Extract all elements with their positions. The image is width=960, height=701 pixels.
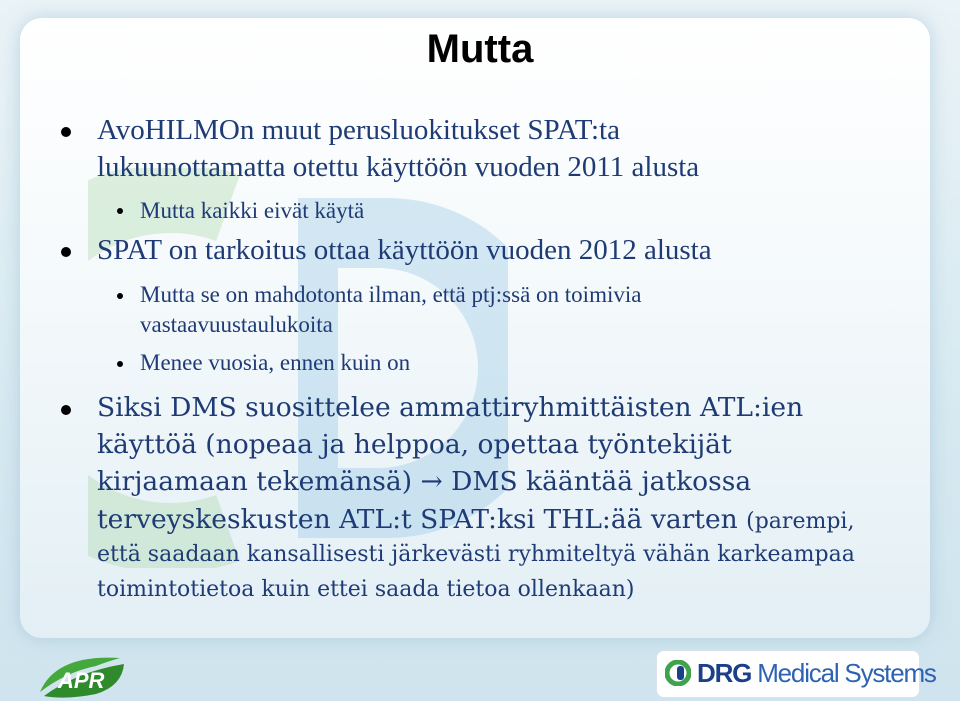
bullet-1-line-2: lukuunottamatta otettu käyttöön vuoden 2011 alusta <box>97 151 700 183</box>
bullet-3-line-4 <box>97 501 854 541</box>
bullet-dot <box>61 247 71 257</box>
apr-logo <box>36 652 126 698</box>
bullet-dot <box>61 405 71 415</box>
drg-logo-rest: Medical Systems <box>751 658 936 688</box>
drg-mark-icon <box>665 660 691 686</box>
slide-title: Mutta <box>426 27 534 71</box>
bullet-2-sub-1-line-1: Mutta se on mahdotonta ilman, että ptj:ssä on toimivia <box>140 282 642 307</box>
bullet-3-line-1: Siksi DMS suosittelee ammattiryhmittäisten ATL:ien <box>97 392 804 423</box>
bullet-3-line-4-text: terveyskeskusten ATL:t SPAT:ksi THL:ää varten <box>97 504 738 535</box>
bullet-2-line-1: SPAT on tarkoitus ottaa käyttöön vuoden 2012 alusta <box>97 234 712 266</box>
sub-bullet-dot <box>117 361 123 367</box>
bullet-3-line-6: toimintotietoa kuin ettei saada tietoa ollenkaan) <box>97 577 635 602</box>
bullet-1-sub-1: Mutta kaikki eivät käytä <box>140 198 365 223</box>
drg-logo-bold: DRG <box>697 658 752 688</box>
sub-bullet-dot <box>117 208 123 214</box>
bullet-1-line-1: AvoHILMOn muut perusluokitukset SPAT:ta <box>97 114 620 146</box>
sub-bullet-dot <box>117 293 123 299</box>
bullet-3-line-4-tail: (parempi, <box>746 509 855 534</box>
drg-medical-systems-logo <box>656 650 936 698</box>
bullet-2-sub-2: Menee vuosia, ennen kuin on <box>140 350 411 375</box>
apr-logo-text: APR <box>58 668 105 693</box>
bullet-2-sub-1-line-2: vastaavuustaulukoita <box>140 312 333 337</box>
bullet-3-line-3: kirjaamaan tekemänsä) → DMS kääntää jatkossa <box>97 466 752 497</box>
bullet-dot <box>61 127 71 137</box>
bullet-3-line-5: että saadaan kansallisesti järkevästi ryhmiteltyä vähän karkeampaa <box>97 542 855 567</box>
drg-logo-text <box>697 658 936 689</box>
bullet-3-line-2: käyttöä (nopeaa ja helppoa, opettaa työntekijät <box>97 429 732 460</box>
